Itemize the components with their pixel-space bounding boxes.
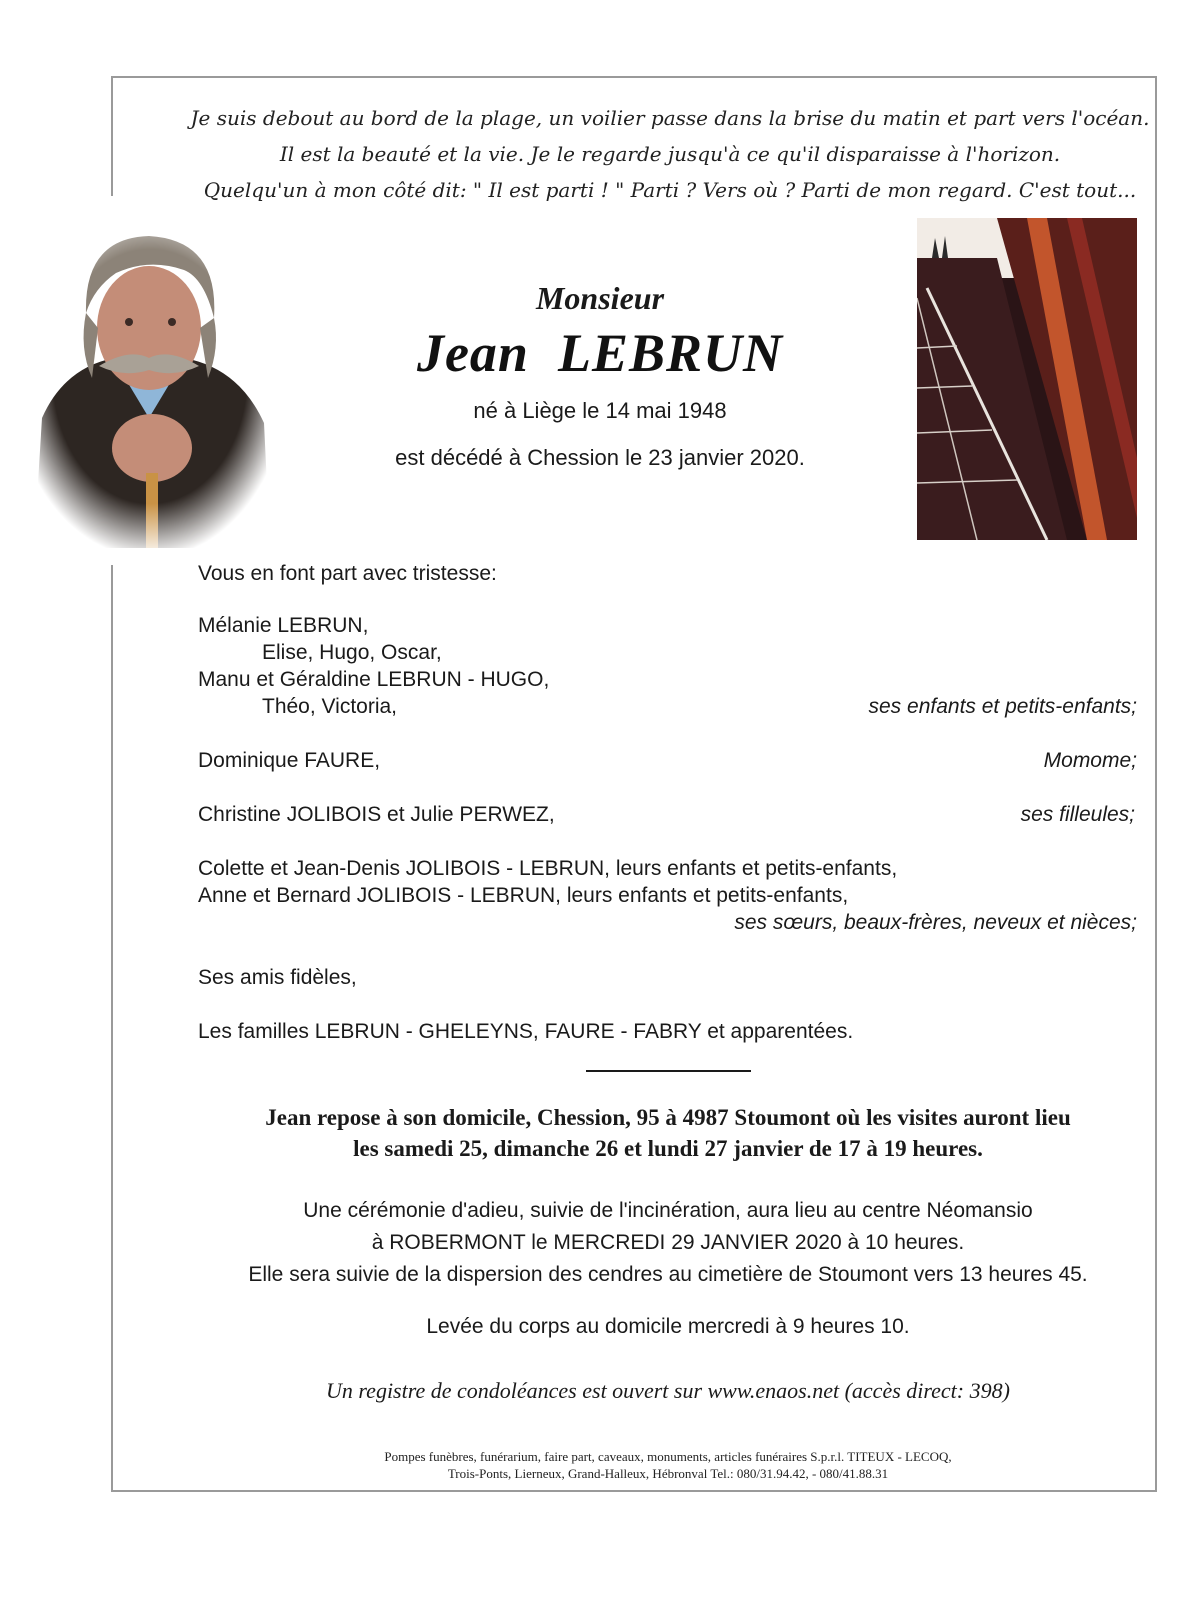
poem-line: Je suis debout au bord de la plage, un voilier passe dans la brise du matin et part vers l'océan. [190, 106, 1150, 130]
death-info: est décédé à Chession le 23 janvier 2020. [395, 445, 805, 470]
funeral-home-footer [160, 1448, 1176, 1482]
honorific: Monsieur [535, 280, 665, 316]
family-member: Ses amis fidèles, [198, 966, 357, 989]
levee-info: Levée du corps au domicile mercredi à 9 heures 10. [426, 1315, 910, 1338]
ceremony-line: Elle sera suivie de la dispersion des cendres au cimetière de Stoumont vers 13 heures 45. [248, 1263, 1088, 1286]
family-member: Christine JOLIBOIS et Julie PERWEZ, [198, 803, 555, 826]
family-member: Mélanie LEBRUN, [198, 614, 369, 637]
corridor-painting [917, 218, 1137, 540]
family-member: Colette et Jean-Denis JOLIBOIS - LEBRUN, leurs enfants et petits-enfants, [198, 857, 898, 880]
portrait-photo [24, 218, 276, 548]
visit-line: Jean repose à son domicile, Chession, 95 à 4987 Stoumont où les visites auront lieu [265, 1105, 1071, 1130]
poem-line: Quelqu'un à mon côté dit: " Il est parti ! " Parti ? Vers où ? Parti de mon regard. C'est tout... [203, 178, 1137, 202]
family-role: ses enfants et petits-enfants; [868, 695, 1137, 718]
family-member: Manu et Géraldine LEBRUN - HUGO, [198, 668, 550, 691]
frame-top-border [111, 76, 1157, 78]
birth-info: né à Liège le 14 mai 1948 [473, 398, 727, 423]
visit-line: les samedi 25, dimanche 26 et lundi 27 janvier de 17 à 19 heures. [353, 1136, 983, 1161]
condolence-register: Un registre de condoléances est ouvert sur www.enaos.net (accès direct: 398) [326, 1378, 1010, 1403]
deceased-name: Jean LEBRUN [416, 323, 784, 383]
poem [160, 100, 1180, 208]
footer-line: Trois-Ponts, Lierneux, Grand-Halleux, Hébronval Tel.: 080/31.94.42, - 080/41.88.31 [447, 1466, 889, 1481]
ceremony-line: à ROBERMONT le MERCREDI 29 JANVIER 2020 à 10 heures. [371, 1231, 965, 1254]
family-role: ses filleules; [1020, 803, 1135, 826]
family-member: Dominique FAURE, [198, 749, 381, 772]
ceremony-info [160, 1195, 1176, 1291]
ceremony-line: Une cérémonie d'adieu, suivie de l'incinération, aura lieu au centre Néomansio [303, 1199, 1033, 1222]
family-role: ses sœurs, beaux-frères, neveux et nièces; [734, 911, 1137, 934]
frame-left-border-upper [111, 76, 113, 196]
family-member: Anne et Bernard JOLIBOIS - LEBRUN, leurs enfants et petits-enfants, [198, 884, 849, 907]
frame-left-border-lower [111, 565, 113, 1492]
footer-line: Pompes funèbres, funérarium, faire part, caveaux, monuments, articles funéraires S.p.r.l. TITEUX - LECOQ, [384, 1449, 952, 1464]
frame-bottom-border [111, 1490, 1157, 1492]
family-member: Les familles LEBRUN - GHELEYNS, FAURE - FABRY et apparentées. [198, 1020, 854, 1043]
family-member: Elise, Hugo, Oscar, [262, 641, 442, 664]
poem-line: Il est la beauté et la vie. Je le regarde jusqu'à ce qu'il disparaisse à l'horizon. [279, 142, 1061, 166]
family-intro: Vous en font part avec tristesse: [198, 562, 497, 585]
family-role: Momome; [1043, 749, 1137, 772]
separator-line [586, 1070, 751, 1072]
family-member: Théo, Victoria, [262, 695, 398, 718]
visit-info [160, 1102, 1176, 1164]
